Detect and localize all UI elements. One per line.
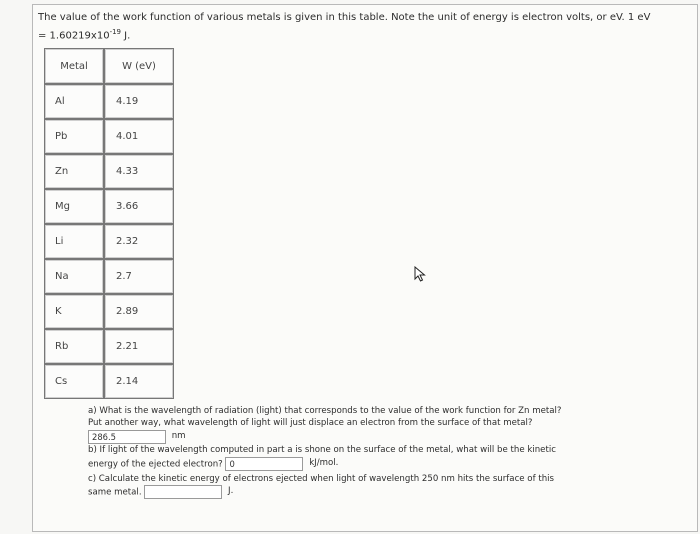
question-a-line-1: a) What is the wavelength of radiation (light) that corresponds to the value of the work function for Zn metal? (88, 406, 562, 416)
metal-cell: Al (44, 84, 104, 119)
work-function-cell: 3.66 (104, 189, 174, 224)
answer-b-unit: kJ/mol. (309, 457, 339, 468)
work-function-cell: 2.32 (104, 224, 174, 259)
metal-cell: Zn (44, 154, 104, 189)
table-row (44, 84, 174, 119)
metal-cell: Rb (44, 329, 104, 364)
ev-conversion-suffix: J. (121, 30, 131, 42)
table-row (44, 189, 174, 224)
question-b-line-2 (88, 457, 648, 471)
question-a-line-2: Put another way, what wavelength of light will just displace an electron from the surface of that metal? (88, 417, 533, 428)
metal-cell: Pb (44, 119, 104, 154)
intro-text (38, 10, 688, 43)
work-function-table (44, 48, 174, 399)
metal-cell: Mg (44, 189, 104, 224)
header-metal: Metal (44, 48, 104, 84)
work-function-cell: 4.01 (104, 119, 174, 154)
work-function-cell: 2.89 (104, 294, 174, 329)
answer-a-input[interactable]: 286.5 (88, 430, 166, 444)
question-c-line-1: c) Calculate the kinetic energy of electrons ejected when light of wavelength 250 nm hits the surface of this (88, 473, 555, 484)
metal-cell: K (44, 294, 104, 329)
metal-cell: Cs (44, 364, 104, 399)
question-b-line-1: b) If light of the wavelength computed in part a is shone on the surface of the metal, what will be the kinetic (88, 445, 556, 455)
table-row (44, 224, 174, 259)
table-row (44, 364, 174, 399)
table-row (44, 154, 174, 189)
answer-b-input[interactable]: 0 (225, 457, 303, 471)
metal-cell: Li (44, 224, 104, 259)
table-row (44, 294, 174, 329)
question-a-answer-row (88, 430, 648, 444)
header-work-function: W (eV) (104, 48, 174, 84)
questions-block (88, 406, 648, 499)
work-function-cell: 2.21 (104, 329, 174, 364)
metal-cell: Na (44, 259, 104, 294)
work-function-cell: 2.7 (104, 259, 174, 294)
table-row (44, 259, 174, 294)
intro-line-1: The value of the work function of various metals is given in this table. Note the unit of energy is electron volts, or eV. 1 eV (38, 12, 651, 23)
table-row (44, 119, 174, 154)
work-function-cell: 4.33 (104, 154, 174, 189)
table-header-row (44, 48, 174, 84)
intro-line-2 (38, 25, 688, 43)
question-c-line-2-text: same metal. (88, 487, 142, 498)
answer-a-unit: nm (171, 431, 186, 442)
answer-c-input[interactable] (144, 485, 222, 499)
question-c-line-2 (88, 485, 648, 499)
work-function-cell: 4.19 (104, 84, 174, 119)
table-row (44, 329, 174, 364)
ev-conversion-exponent: -19 (109, 28, 121, 36)
mouse-pointer-icon (413, 266, 427, 282)
answer-c-unit: J. (228, 486, 234, 497)
work-function-cell: 2.14 (104, 364, 174, 399)
question-b-line-2-text: energy of the ejected electron? (88, 459, 223, 469)
ev-conversion-prefix: = 1.60219x10 (38, 30, 110, 42)
